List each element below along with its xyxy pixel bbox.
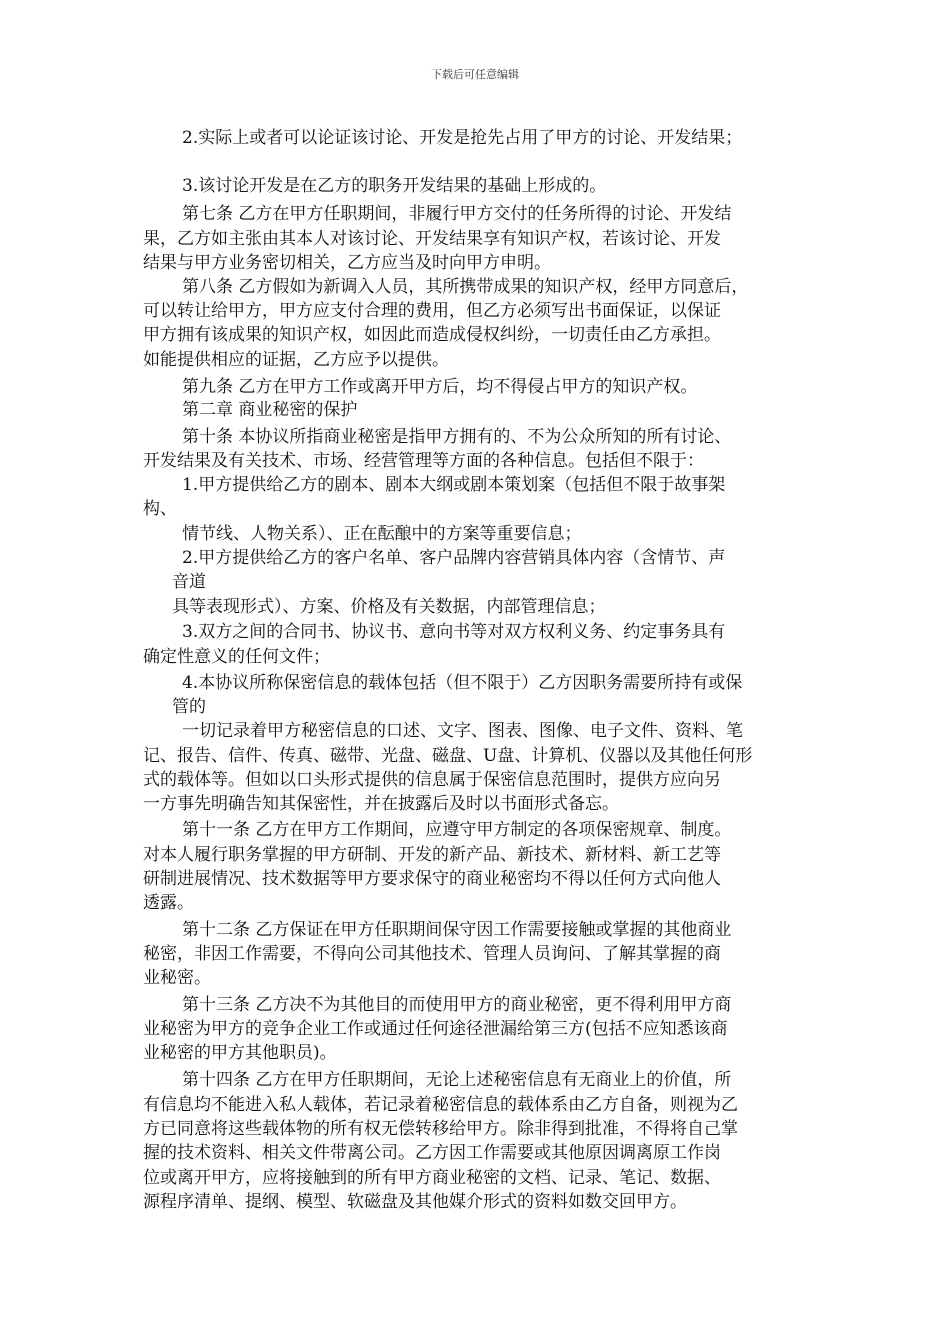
text-line: 甲方拥有该成果的知识产权，如因此而造成侵权纠纷，一切责任由乙方承担。 <box>143 325 721 345</box>
page-header: 下载后可任意编辑 <box>431 68 519 81</box>
text-line: 一方事先明确告知其保密性，并在披露后及时以书面形式备忘。 <box>143 794 619 814</box>
text-line: 可以转让给甲方，甲方应支付合理的费用，但乙方必须写出书面保证，以保证 <box>143 301 721 321</box>
text-line: 第十四条 乙方在甲方任职期间，无论上述秘密信息有无商业上的价值，所 <box>182 1070 732 1090</box>
text-line: 结果与甲方业务密切相关，乙方应当及时向甲方申明。 <box>143 253 551 273</box>
text-line: 第十条 本协议所指商业秘密是指甲方拥有的、不为公众所知的所有讨论、 <box>182 427 732 447</box>
text-line: 式的载体等。但如以口头形式提供的信息属于保密信息范围时，提供方应向另 <box>143 770 721 790</box>
text-line: 业秘密。 <box>143 968 211 988</box>
text-line: 第九条 乙方在甲方工作或离开甲方后，均不得侵占甲方的知识产权。 <box>182 377 698 397</box>
text-line: 第七条 乙方在甲方任职期间，非履行甲方交付的任务所得的讨论、开发结 <box>182 204 732 224</box>
text-line: 透露。 <box>143 893 194 913</box>
text-line: 有信息均不能进入私人载体，若记录着秘密信息的载体系由乙方自备，则视为乙 <box>143 1095 738 1115</box>
text-line: 第十一条 乙方在甲方工作期间，应遵守甲方制定的各项保密规章、制度。 <box>182 820 732 840</box>
text-line: 2.甲方提供给乙方的客户名单、客户品牌内容营销具体内容（含情节、声 <box>182 548 726 568</box>
text-line: 3.双方之间的合同书、协议书、意向书等对双方权利义务、约定事务具有 <box>182 622 726 642</box>
text-line: 对本人履行职务掌握的甲方研制、开发的新产品、新技术、新材料、新工艺等 <box>143 845 721 865</box>
text-line: 如能提供相应的证据，乙方应予以提供。 <box>143 350 449 370</box>
text-line: 握的技术资料、相关文件带离公司。乙方因工作需要或其他原因调离原工作岗 <box>143 1143 721 1163</box>
text-line: 业秘密为甲方的竞争企业工作或通过任何途径泄漏给第三方(包括不应知悉该商 <box>143 1019 728 1039</box>
text-line: 情节线、人物关系）、正在酝酿中的方案等重要信息； <box>182 524 582 544</box>
text-line: 构、 <box>143 499 177 519</box>
text-line: 开发结果及有关技术、市场、经营管理等方面的各种信息。包括但不限于： <box>143 451 704 471</box>
text-line: 1.甲方提供给乙方的剧本、剧本大纲或剧本策划案（包括但不限于故事架 <box>182 475 726 495</box>
text-line: 3.该讨论开发是在乙方的职务开发结果的基础上形成的。 <box>182 176 607 196</box>
text-line: 业秘密的甲方其他职员)。 <box>143 1043 337 1063</box>
text-line: 秘密，非因工作需要，不得向公司其他技术、管理人员询问、了解其掌握的商 <box>143 944 721 964</box>
text-line: 记、报告、信件、传真、磁带、光盘、磁盘、U盘、计算机、仪器以及其他任何形 <box>143 746 753 766</box>
text-line: 音道 <box>172 572 206 592</box>
text-line: 第十三条 乙方决不为其他目的而使用甲方的商业秘密，更不得利用甲方商 <box>182 995 732 1015</box>
text-line: 4.本协议所称保密信息的载体包括（但不限于）乙方因职务需要所持有或保 <box>182 673 743 693</box>
text-line: 研制进展情况、技术数据等甲方要求保守的商业秘密均不得以任何方式向他人 <box>143 869 721 889</box>
text-line: 管的 <box>172 697 206 717</box>
text-line: 2.实际上或者可以论证该讨论、开发是抢先占用了甲方的讨论、开发结果； <box>182 128 743 148</box>
text-line: 一切记录着甲方秘密信息的口述、文字、图表、图像、电子文件、资料、笔 <box>182 721 743 741</box>
text-line: 第十二条 乙方保证在甲方任职期间保守因工作需要接触或掌握的其他商业 <box>182 920 732 940</box>
chapter-heading: 第二章 商业秘密的保护 <box>182 400 358 420</box>
text-line: 源程序清单、提纲、模型、软磁盘及其他媒介形式的资料如数交回甲方。 <box>143 1192 687 1212</box>
text-line: 具等表现形式）、方案、价格及有关数据，内部管理信息； <box>172 597 606 617</box>
text-line: 确定性意义的任何文件； <box>143 647 330 667</box>
text-line: 第八条 乙方假如为新调入人员，其所携带成果的知识产权，经甲方同意后， <box>182 277 749 297</box>
text-line: 位或离开甲方，应将接触到的所有甲方商业秘密的文档、记录、笔记、数据、 <box>143 1168 721 1188</box>
text-line: 果，乙方如主张由其本人对该讨论、开发结果享有知识产权，若该讨论、开发 <box>143 229 721 249</box>
text-line: 方已同意将这些载体物的所有权无偿转移给甲方。除非得到批准，不得将自己掌 <box>143 1119 738 1139</box>
